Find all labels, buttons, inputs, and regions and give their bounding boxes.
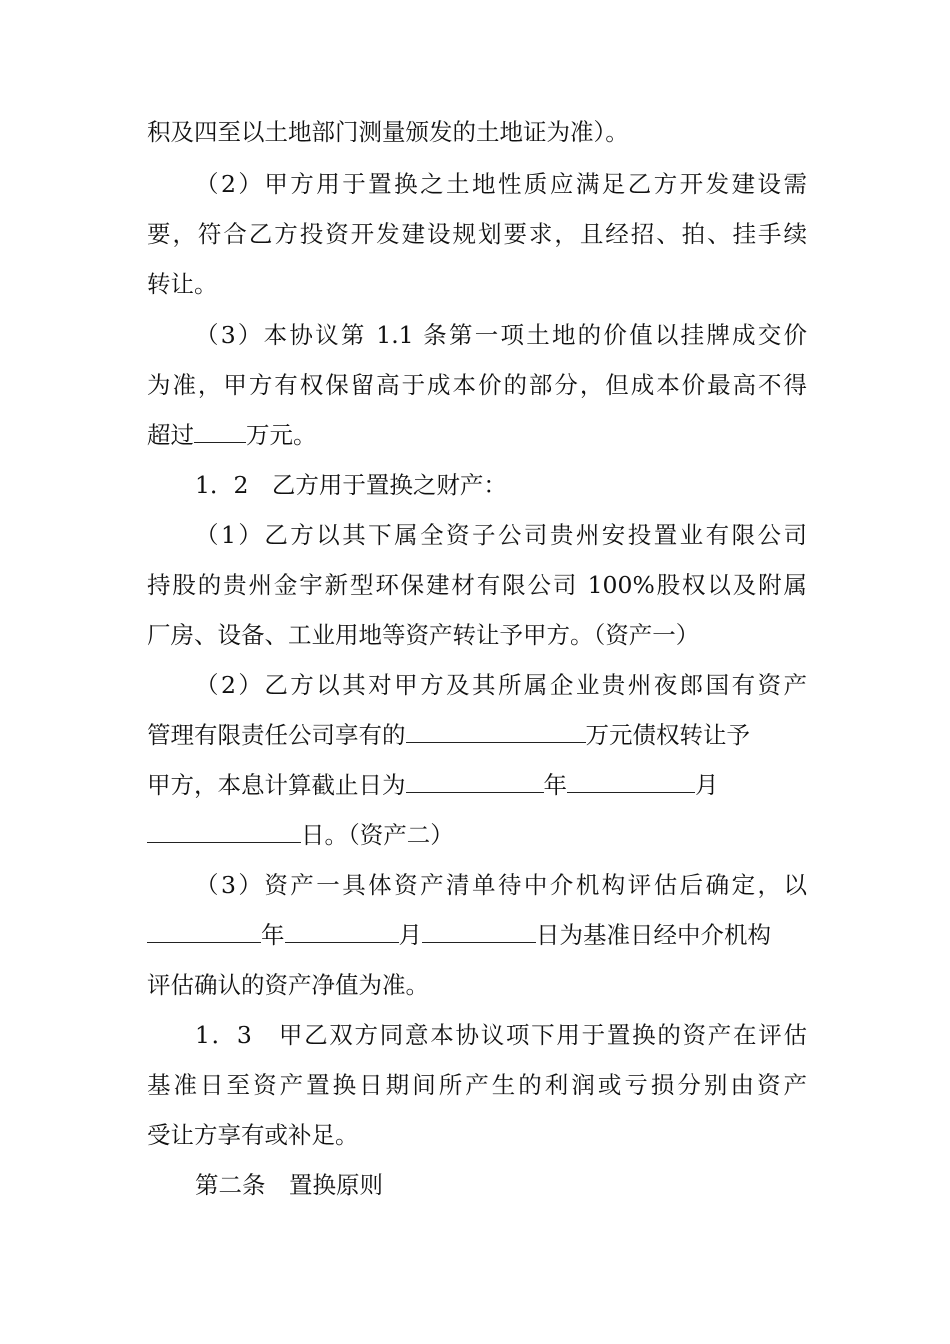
text-segment: 持股的贵州金宇新型环保建材有限公司 100%股权以及附属: [147, 571, 807, 599]
blank-field: [147, 920, 261, 943]
blank-field: [567, 770, 695, 793]
text-segment: 积及四至以土地部门测量颁发的土地证为准）。: [147, 118, 629, 146]
text-segment: 厂房、设备、工业用地等资产转让予甲方。（资产一）: [147, 621, 700, 649]
blank-field: [285, 920, 399, 943]
text-line: [147, 369, 807, 401]
text-segment: 评估确认的资产净值为准。: [147, 971, 429, 999]
text-line: [147, 1069, 807, 1101]
blank-field: [422, 920, 536, 943]
text-segment: 受让方享有或补足。: [147, 1121, 359, 1149]
text-segment: 月: [398, 921, 422, 949]
text-line: [147, 419, 807, 451]
text-segment: 第二条 置换原则: [195, 1171, 383, 1199]
text-line: [147, 769, 807, 801]
text-segment: （3）资产一具体资产清单待中介机构评估后确定，以: [195, 871, 807, 899]
text-segment: 转让。: [147, 270, 218, 298]
text-segment: （1）乙方以其下属全资子公司贵州安投置业有限公司: [195, 521, 807, 549]
text-segment: 为准，甲方有权保留高于成本价的部分，但成本价最高不得: [147, 371, 807, 399]
text-segment: 年: [543, 771, 567, 799]
text-line: [147, 218, 807, 250]
text-line: [147, 969, 807, 1001]
text-segment: （3）本协议第 1.1 条第一项土地的价值以挂牌成交价: [195, 321, 807, 349]
text-segment: 1．3 甲乙双方同意本协议项下用于置换的资产在评估: [195, 1021, 807, 1049]
text-segment: （2）乙方以其对甲方及其所属企业贵州夜郎国有资产: [195, 671, 807, 699]
blank-field: [194, 420, 246, 443]
text-segment: 超过: [147, 421, 194, 449]
section-heading: [195, 1169, 807, 1201]
section-heading: [195, 469, 807, 501]
text-segment: 甲方，本息计算截止日为: [147, 771, 406, 799]
text-segment: 管理有限责任公司享有的: [147, 721, 406, 749]
blank-field: [147, 820, 301, 843]
text-segment: 年: [261, 921, 285, 949]
text-segment: 基准日至资产置换日期间所产生的利润或亏损分别由资产: [147, 1071, 807, 1099]
text-line: [147, 116, 807, 148]
blank-field: [406, 770, 544, 793]
text-line: [147, 569, 807, 601]
text-line: [195, 669, 807, 701]
text-segment: 月: [695, 771, 719, 799]
text-segment: （2）甲方用于置换之土地性质应满足乙方开发建设需: [195, 170, 807, 198]
text-line: [195, 869, 807, 901]
text-line: [147, 819, 807, 851]
text-line: [195, 519, 807, 551]
text-segment: 万元债权转让予: [585, 721, 750, 749]
text-segment: 日。（资产二）: [301, 821, 454, 849]
text-line: [147, 268, 807, 300]
text-segment: 1．2 乙方用于置换之财产：: [195, 471, 507, 499]
text-line: [195, 168, 807, 200]
text-line: [195, 319, 807, 351]
text-segment: 要，符合乙方投资开发建设规划要求，且经招、拍、挂手续: [147, 220, 807, 248]
text-line: [147, 619, 807, 651]
text-line: [147, 919, 807, 951]
text-line: [195, 1019, 807, 1051]
text-line: [147, 1119, 807, 1151]
blank-field: [406, 720, 586, 743]
text-line: [147, 719, 807, 751]
text-segment: 万元。: [246, 421, 317, 449]
text-segment: 日为基准日经中介机构: [536, 921, 771, 949]
